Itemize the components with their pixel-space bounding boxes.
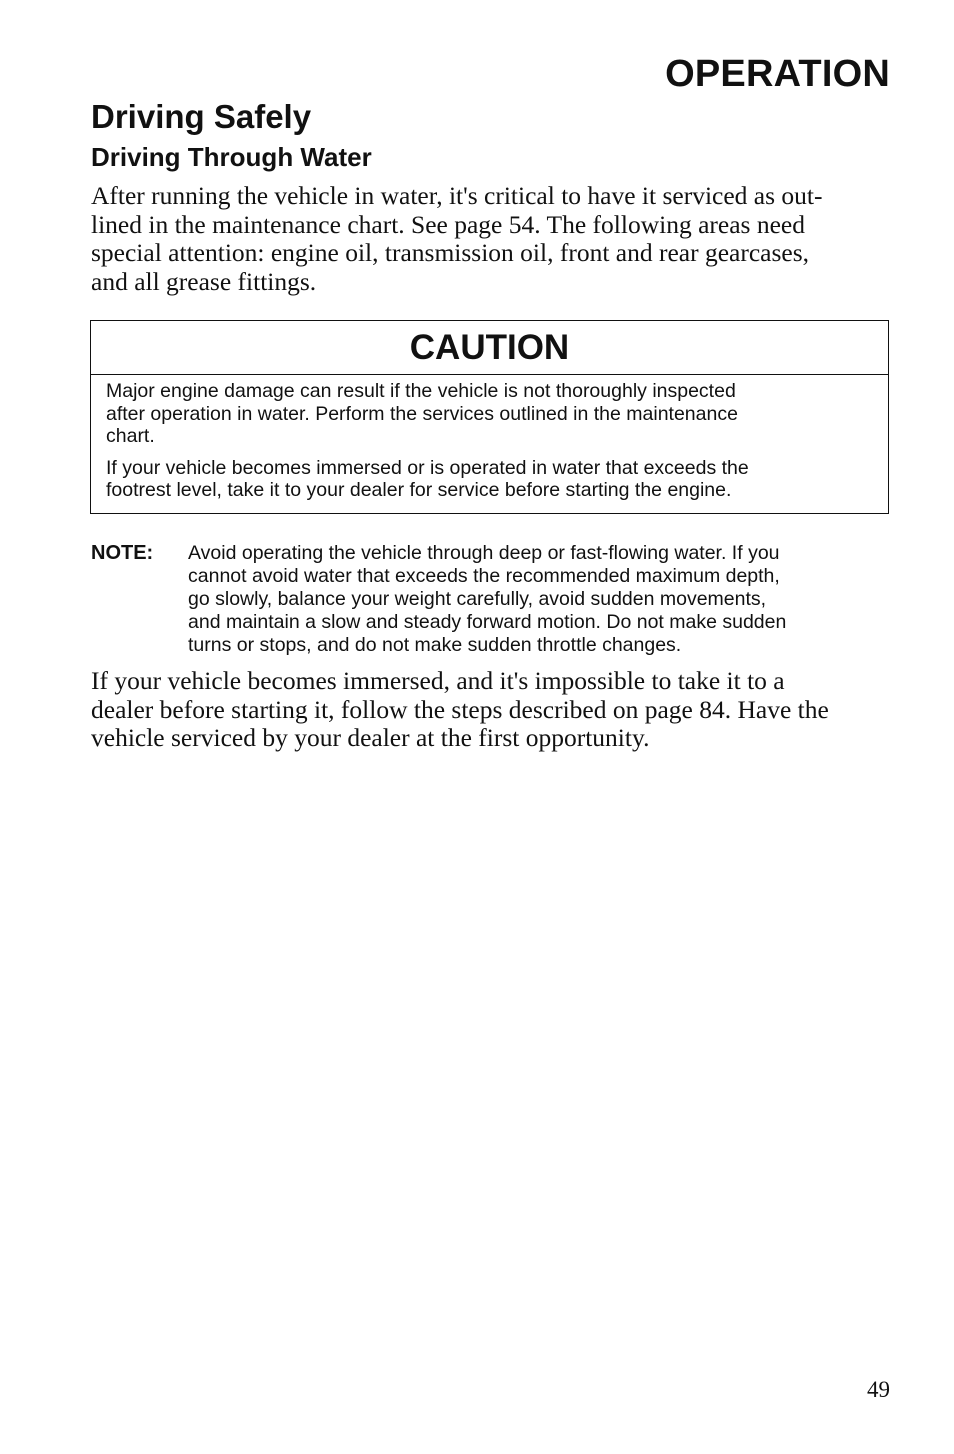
page-subheading: Driving Through Water: [91, 142, 372, 172]
paragraph-line: lined in the maintenance chart. See page 54. The following areas need: [91, 209, 805, 239]
paragraph-line: vehicle serviced by your dealer at the first opportunity.: [91, 723, 650, 752]
caution-line: after operation in water. Perform the services outlined in the maintenance: [106, 402, 738, 425]
note-line: go slowly, balance your weight carefully, avoid sudden movements,: [188, 588, 767, 610]
section-title: OPERATION: [665, 53, 890, 95]
paragraph-line: special attention: engine oil, transmission oil, front and rear gearcases,: [91, 238, 810, 267]
caution-line: chart.: [106, 425, 155, 447]
caution-paragraph: [106, 457, 874, 502]
caution-line: If your vehicle becomes immersed or is operated in water that exceeds the: [106, 456, 749, 479]
paragraph-line: dealer before starting it, follow the steps described on page 84. Have the: [91, 694, 829, 724]
note-line: cannot avoid water that exceeds the recommended maximum depth,: [188, 565, 780, 587]
page-number: 49: [867, 1377, 890, 1402]
paragraph-line: and all grease fittings.: [91, 266, 317, 296]
intro-paragraph: [91, 182, 891, 296]
caution-line: footrest level, take it to your dealer for service before starting the engine.: [106, 479, 732, 501]
caution-paragraph: [106, 380, 874, 448]
caution-line: Major engine damage can result if the vehicle is not thoroughly inspected: [106, 380, 736, 402]
caution-box: [90, 320, 889, 514]
note-line: turns or stops, and do not make sudden throttle changes.: [188, 634, 682, 656]
caution-title: CAUTION: [91, 321, 888, 375]
note-label: NOTE:: [91, 542, 154, 564]
note-text: [188, 542, 898, 657]
closing-paragraph: [91, 667, 891, 753]
paragraph-line: If your vehicle becomes immersed, and it's impossible to take it to a: [91, 666, 785, 695]
caution-body: [91, 375, 888, 502]
note-line: and maintain a slow and steady forward motion. Do not make sudden: [188, 611, 787, 633]
page-heading: Driving Safely: [91, 98, 312, 135]
note-line: Avoid operating the vehicle through deep or fast-flowing water. If you: [188, 542, 780, 564]
paragraph-line: After running the vehicle in water, it's critical to have it serviced as out-: [91, 181, 823, 210]
